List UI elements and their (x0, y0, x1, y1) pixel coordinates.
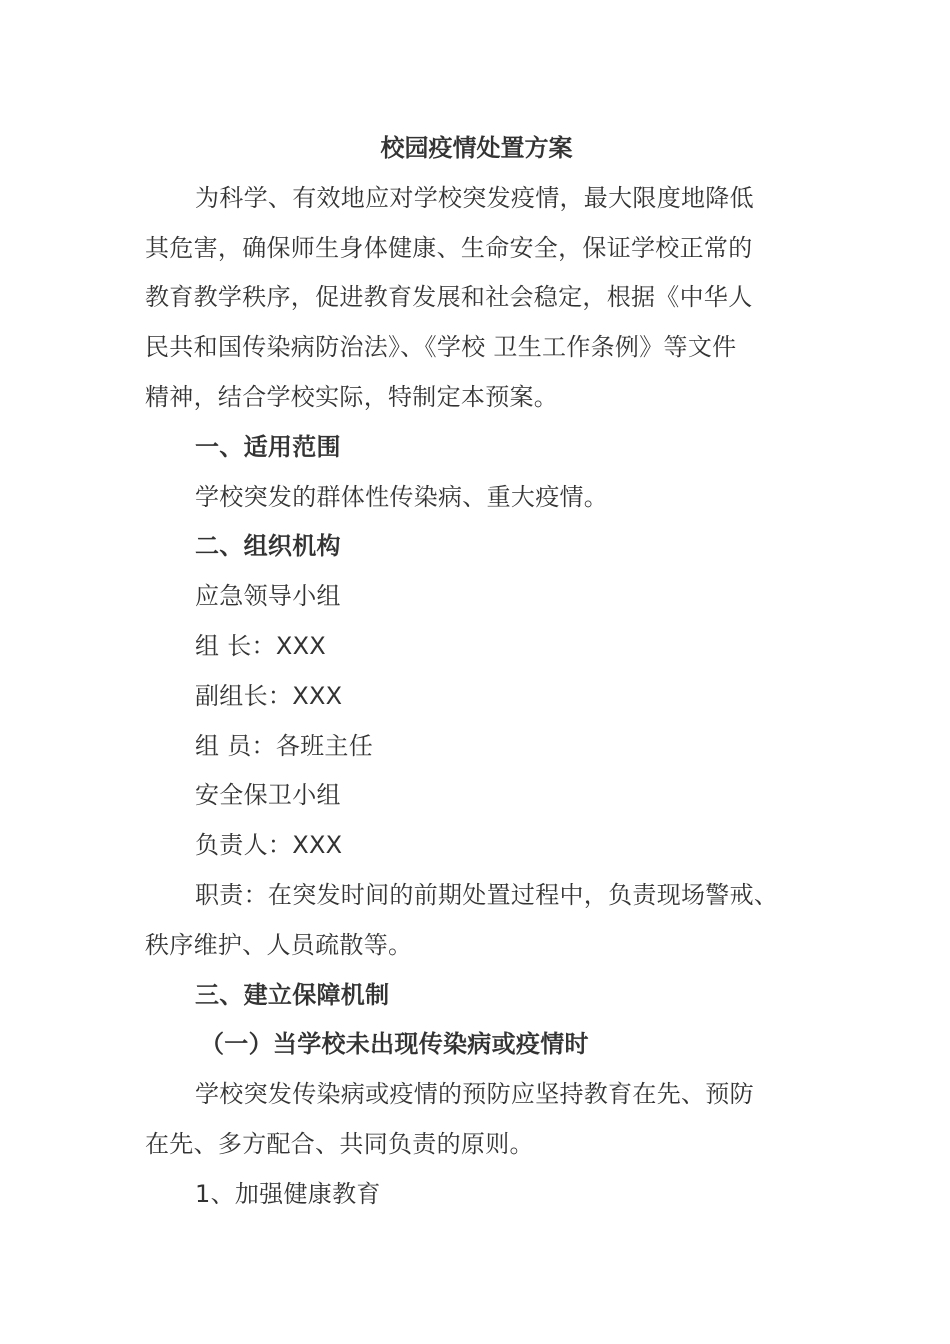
paragraph-line: 组 员：各班主任 (195, 731, 374, 760)
paragraph-line: 学校突发传染病或疫情的预防应坚持教育在先、预防 (195, 1080, 754, 1109)
paragraph-line: 组 长：XXX (195, 631, 327, 660)
paragraph-line: 其危害，确保师生身体健康、生命安全，保证学校正常的 (145, 233, 753, 262)
subsection-heading: （一）当学校未出现传染病或疫情时 (200, 1030, 589, 1059)
paragraph-line: 为科学、有效地应对学校突发疫情，最大限度地降低 (195, 183, 754, 212)
paragraph-line: 学校突发的群体性传染病、重大疫情。 (195, 482, 609, 511)
list-item-heading: 1、加强健康教育 (195, 1179, 381, 1208)
paragraph-line: 在先、多方配合、共同负责的原则。 (145, 1129, 534, 1158)
paragraph-line: 职责：在突发时间的前期处置过程中，负责现场警戒、 (195, 880, 779, 909)
paragraph-line: 精神，结合学校实际，特制定本预案。 (145, 382, 559, 411)
paragraph-line: 教育教学秩序，促进教育发展和社会稳定，根据《中华人 (145, 283, 753, 312)
section-heading-scope: 一、适用范围 (195, 432, 341, 461)
section-heading-mechanism: 三、建立保障机制 (195, 980, 390, 1009)
section-heading-organization: 二、组织机构 (195, 532, 341, 561)
paragraph-line: 民共和国传染病防治法》、《学校 卫生工作条例》等文件 (145, 333, 737, 362)
paragraph-line: 副组长：XXX (195, 681, 343, 710)
paragraph-line: 负责人：XXX (195, 831, 343, 860)
paragraph-line: 安全保卫小组 (195, 781, 341, 810)
paragraph-line: 应急领导小组 (195, 582, 341, 611)
document-page (145, 124, 800, 1220)
paragraph-line: 秩序维护、人员疏散等。 (145, 930, 413, 959)
document-title: 校园疫情处置方案 (380, 134, 573, 162)
